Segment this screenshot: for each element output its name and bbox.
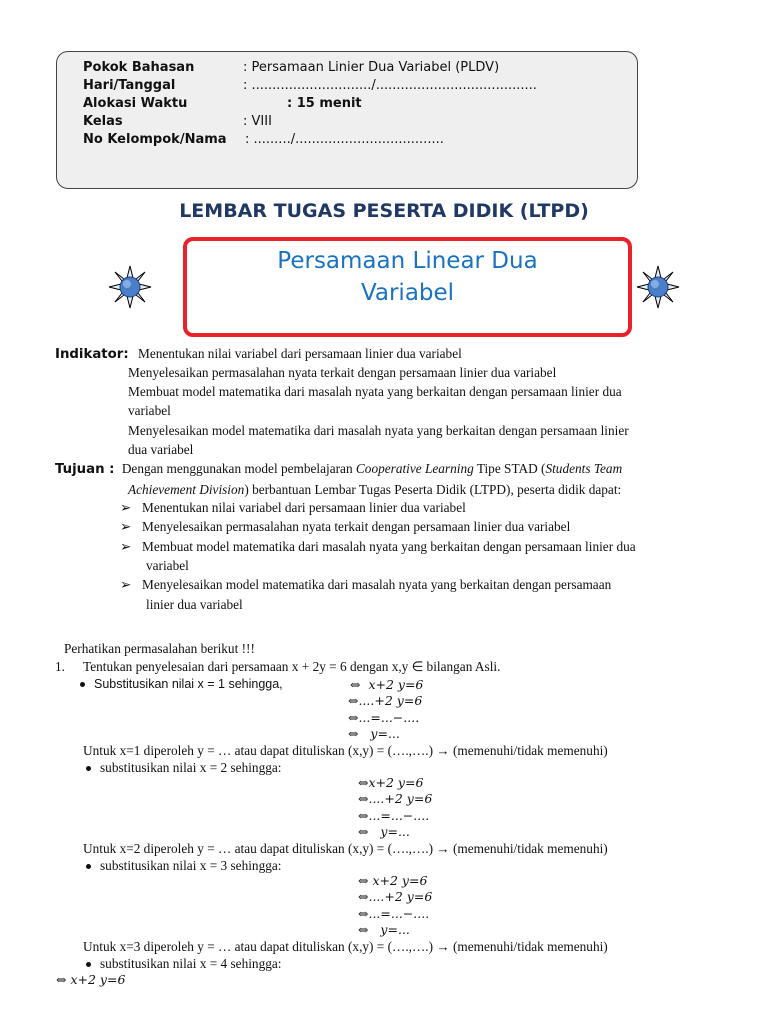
equation-text: y=...	[370, 726, 400, 741]
substitution-step	[80, 677, 283, 691]
info-value: : VIII	[243, 114, 272, 129]
info-box	[56, 51, 638, 189]
indikator-text: dua variabel	[128, 442, 194, 457]
tujuan-item-text: linier dua variabel	[146, 597, 243, 612]
equivalence-icon: ⇔	[358, 906, 369, 921]
equation-text: ....+2 y=6	[368, 889, 433, 904]
tujuan-text: Tipe STAD (	[473, 461, 546, 476]
equation-line	[56, 972, 125, 987]
arrow-bullet-icon: ➢	[120, 539, 132, 554]
info-value: : ............................./.......................................	[243, 78, 537, 93]
equation-text: ...=...−....	[368, 906, 430, 921]
indikator-text: Menyelesaikan model matematika dari masalah nyata yang berkaitan dengan persamaan linier	[128, 423, 629, 438]
indikator-line	[55, 346, 462, 362]
equivalence-icon: ⇔	[56, 972, 67, 987]
equation-text: ...=...−....	[368, 808, 430, 823]
tujuan-item-text: Membuat model matematika dari masalah nyata yang berkaitan dengan persamaan linier dua	[142, 539, 636, 554]
equation-text: x+2 y=6	[70, 972, 126, 987]
bullet-dot-icon	[80, 682, 85, 687]
info-value: : ........./....................................	[245, 132, 444, 147]
substitution-text: substitusikan nilai x = 2 sehingga:	[100, 760, 282, 775]
tujuan-item-text: Menyelesaikan model matematika dari masalah nyata yang berkaitan dengan persamaan	[142, 577, 612, 592]
info-label: Alokasi Waktu	[83, 96, 188, 111]
equivalence-icon: ⇔	[358, 889, 369, 904]
equation-line	[358, 906, 429, 921]
substitution-text: Substitusikan nilai x = 1 sehingga,	[94, 677, 283, 691]
bullet-dot-icon	[86, 766, 91, 771]
info-label: Hari/Tanggal	[83, 78, 176, 93]
tujuan-item	[120, 519, 570, 535]
equation-line	[358, 808, 429, 823]
bullet-dot-icon	[86, 962, 91, 967]
problem-question	[55, 659, 500, 675]
equivalence-icon: ⇔	[358, 808, 369, 823]
equivalence-icon: ⇔	[348, 710, 359, 725]
info-value: : 15 menit	[287, 96, 362, 111]
equivalence-icon: ⇔	[348, 726, 359, 741]
equation-line	[358, 791, 432, 806]
indikator-text: Membuat model matematika dari masalah nyata yang berkaitan dengan persamaan linier dua	[128, 384, 622, 399]
equation-line	[358, 922, 410, 937]
indikator-text: Menentukan nilai variabel dari persamaan linier dua variabel	[138, 346, 462, 361]
problem-intro: Perhatikan permasalahan berikut !!!	[64, 641, 255, 656]
info-value: : Persamaan Linier Dua Variabel (PLDV)	[243, 60, 500, 75]
equation-line	[358, 873, 427, 888]
equation-line	[350, 677, 423, 692]
arrow-bullet-icon: ➢	[120, 577, 132, 592]
equivalence-icon: ⇔	[358, 873, 369, 888]
equivalence-icon: ⇔	[358, 922, 369, 937]
info-label: No Kelompok/Nama	[83, 132, 227, 147]
tujuan-text: Dengan menggunakan model pembelajaran	[121, 461, 356, 476]
bullet-dot-icon	[86, 864, 91, 869]
tujuan-text-italic: Cooperative Learning	[355, 461, 474, 476]
equation-text: ....+2 y=6	[368, 791, 433, 806]
equation-line	[348, 710, 419, 725]
equation-text: y=...	[380, 922, 410, 937]
equation-line	[358, 775, 423, 790]
result-line: Untuk x=2 diperoleh y = … atau dapat dituliskan (x,y) = (….,….) → (memenuhi/tidak memenuhi)	[83, 841, 608, 856]
topic-title-line: Variabel	[360, 280, 455, 306]
topic-title-line: Persamaan Linear Dua	[277, 248, 538, 274]
substitution-text: substitusikan nilai x = 3 sehingga:	[100, 858, 282, 873]
problem-question-text: Tentukan penyelesaian dari persamaan x + 2y = 6 dengan x,y ∈ bilangan Asli.	[83, 659, 501, 674]
tujuan-item	[120, 539, 636, 555]
substitution-step	[86, 858, 281, 874]
equation-text: ....+2 y=6	[358, 693, 423, 708]
topic-box	[183, 237, 632, 337]
equivalence-icon: ⇔	[348, 693, 359, 708]
tujuan-text: ) berbantuan Lembar Tugas Peserta Didik (LTPD), peserta didik dapat:	[244, 482, 622, 497]
equation-text: ...=...−....	[358, 710, 420, 725]
info-label: Pokok Bahasan	[83, 60, 195, 75]
tujuan-item-text: Menentukan nilai variabel dari persamaan linier dua variabel	[142, 500, 466, 515]
ltpd-title: LEMBAR TUGAS PESERTA DIDIK (LTPD)	[179, 200, 589, 222]
result-line: Untuk x=1 diperoleh y = … atau dapat dituliskan (x,y) = (….,….) → (memenuhi/tidak memenuhi)	[83, 743, 608, 758]
substitution-step	[86, 956, 281, 972]
tujuan-item-text: Menyelesaikan permasalahan nyata terkait dengan persamaan linier dua variabel	[142, 519, 571, 534]
tujuan-line	[55, 461, 622, 477]
result-line: Untuk x=3 diperoleh y = … atau dapat dituliskan (x,y) = (….,….) → (memenuhi/tidak memenuhi)	[83, 939, 608, 954]
tujuan-text-italic: Achievement Division	[128, 482, 245, 497]
arrow-bullet-icon: ➢	[120, 519, 132, 534]
equation-text: x+2 y=6	[372, 873, 428, 888]
sun-icon	[108, 265, 152, 309]
substitution-step	[86, 760, 281, 776]
tujuan-item	[120, 500, 466, 516]
indikator-label: Indikator:	[55, 347, 129, 362]
tujuan-item	[120, 577, 611, 593]
tujuan-label: Tujuan :	[55, 462, 115, 477]
equation-line	[348, 693, 422, 708]
equation-text: x+2 y=6	[368, 677, 424, 692]
equivalence-icon: ⇔	[358, 775, 369, 790]
problem-number: 1.	[55, 659, 65, 674]
equation-line	[358, 824, 410, 839]
arrow-bullet-icon: ➢	[120, 500, 132, 515]
equation-line	[358, 889, 432, 904]
sun-icon	[636, 265, 680, 309]
equation-line	[348, 726, 400, 741]
tujuan-line	[128, 482, 621, 498]
equation-text: x+2 y=6	[368, 775, 424, 790]
tujuan-item-text: variabel	[146, 558, 189, 573]
info-label: Kelas	[83, 114, 123, 129]
substitution-text: substitusikan nilai x = 4 sehingga:	[100, 956, 282, 971]
equivalence-icon: ⇔	[358, 791, 369, 806]
tujuan-text-italic: Students Team	[545, 461, 623, 476]
equivalence-icon: ⇔	[350, 677, 361, 692]
indikator-text: Menyelesaikan permasalahan nyata terkait dengan persamaan linier dua variabel	[128, 365, 557, 380]
indikator-text: variabel	[128, 403, 171, 418]
equation-text: y=...	[380, 824, 410, 839]
equivalence-icon: ⇔	[358, 824, 369, 839]
